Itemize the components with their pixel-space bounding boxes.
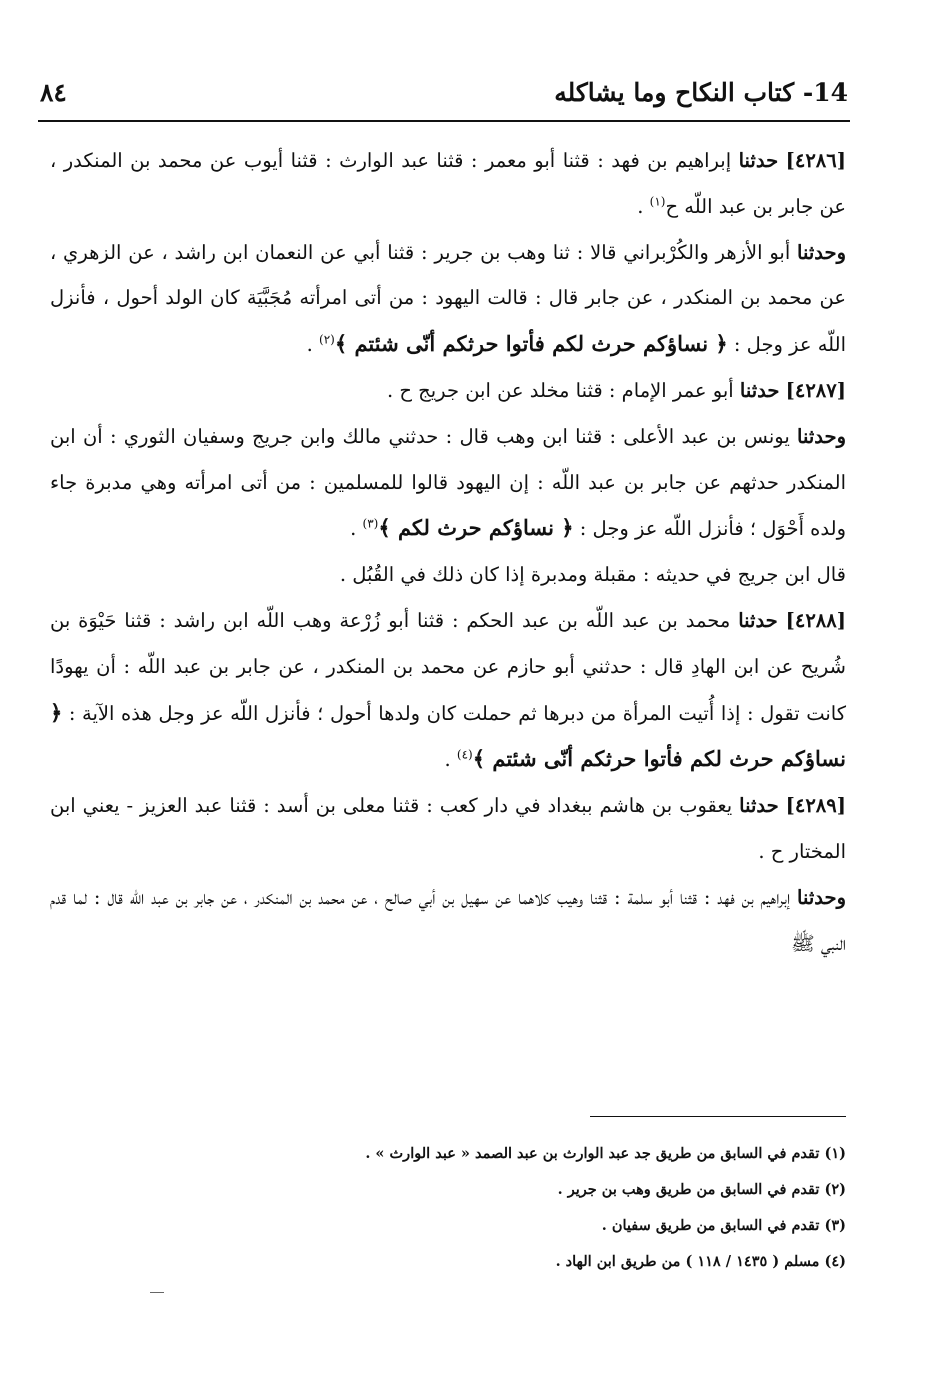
footnote-ref[interactable]: (١) [649, 194, 666, 209]
narration-text: يونس بن عبد الأعلى : قثنا ابن وهب قال : حدثني مالك وابن جريج وسفيان الثوري : أن ابن المنكدر حدثهم عن جابر بن عبد اللّه : إن اليهود قالوا للمسلمين : من أتى امرأته وهي مدبرة جاء ولده أَحْوَل ؛ فأنزل اللّه عز وجل : [50, 424, 846, 541]
sentence-end: . [306, 333, 319, 357]
footnote-separator [590, 1116, 846, 1117]
footnote-3: (٣) تقدم في السابق من طريق سفيان . [601, 1217, 846, 1234]
quran-quote: ﴿ نساؤكم حرث لكم ﴾ [378, 515, 574, 541]
narration-lead: وحدثنا [797, 424, 846, 448]
narration-lead: حدثنا [738, 149, 779, 172]
page-number: ٨٤ [40, 77, 67, 107]
quran-quote: ﴿ نساؤكم حرث لكم فأتوا حرثكم أنّى شئتم ﴾ [50, 699, 846, 772]
hadith-number: [٤٢٨٩] [785, 794, 846, 818]
commentary [50, 552, 846, 598]
narration-lead: وحدثنا [797, 240, 846, 264]
hadith-4288 [50, 598, 846, 783]
narration-text: إبراهيم بن فهد : قثنا أبو سلمة : قثنا وهيب كلاهما عن سهيل بن أبي صالح ، عن محمد بن المنكدر ، عن جابر بن عبد اللّه قال : لما قدم النبي ﷺ [50, 885, 846, 955]
hadith-4289 [50, 783, 846, 875]
sentence-end: . [637, 194, 650, 218]
narration-chain [50, 875, 846, 967]
footnotes [50, 1136, 846, 1280]
page-header [40, 70, 848, 114]
footnote-2: (٢) تقدم في السابق من طريق وهب بن جرير . [557, 1181, 846, 1198]
sentence-end: . [350, 517, 363, 541]
footnote-ref[interactable]: (٣) [362, 516, 379, 531]
header-rule [38, 120, 850, 122]
narration-lead: حدثنا [738, 608, 778, 632]
narration-text: أبو الأزهر والكُرْبراني قالا : ثنا وهب بن جرير : قثنا أبي عن النعمان ابن راشد ، عن الزهري ، عن محمد بن المنكدر ، عن جابر قال : قالت اليهود : من أتى امرأته مُجَبَّيَة كان الولد أحول ، فأنزل اللّه عز وجل : [50, 240, 846, 357]
main-text [50, 138, 846, 966]
sentence-end: . [444, 748, 457, 772]
chapter-title: 14- كتاب النكاح وما يشاكله [554, 77, 848, 107]
footnote-ref[interactable]: (٤) [456, 747, 473, 762]
hadith-number: [٤٢٨٨] [785, 608, 846, 632]
scan-mark [150, 1292, 164, 1293]
hadith-number: [٤٢٨٦] [785, 149, 846, 172]
narration-text: يعقوب بن هاشم ببغداد في دار كعب : قثنا معلى بن أسد : قثنا عبد العزيز - يعني ابن المختار ح . [50, 794, 846, 863]
footnote-1: (١) تقدم في السابق من طريق جد عبد الوارث بن عبد الصمد « عبد الوارث » . [365, 1145, 846, 1162]
narration-text: إبراهيم بن فهد : قثنا أبو معمر : قثنا عبد الوارث : قثنا أيوب عن محمد بن المنكدر ، عن جابر بن عبد اللّه ح [50, 149, 846, 218]
narration-text: أبو عمر الإمام : قثنا مخلد عن ابن جريج ح . [386, 378, 740, 402]
narration-lead: حدثنا [739, 794, 779, 818]
narration-text: محمد بن عبد اللّه بن عبد الحكم : قثنا أبو زُرْعة وهب اللّه ابن راشد : قثنا حَيْوَة بن شُريح عن ابن الهادِ قال : حدثني أبو حازم عن محمد بن المنكدر ، عن جابر بن عبد اللّه : أن يهودًا كانت تقول : إذا أُتيت المرأة من دبرها ثم حملت كان ولدها أحول ؛ فأنزل اللّه عز وجل هذه الآية : [50, 608, 847, 725]
hadith-4287 [50, 368, 846, 414]
hadith-number: [٤٢٨٧] [785, 378, 846, 402]
hadith-4286 [50, 138, 846, 230]
footnote-4: (٤) مسلم ( ١٤٣٥ / ١١٨ ) من طريق ابن الهاد . [555, 1253, 846, 1270]
narration-chain [50, 230, 846, 368]
narration-lead: وحدثنا [797, 885, 846, 909]
narration-chain [50, 414, 846, 552]
footnote-ref[interactable]: (٢) [319, 332, 335, 347]
narration-text: قال ابن جريج في حديثه : مقبلة ومدبرة إذا كان ذلك في القُبُل . [339, 563, 846, 587]
narration-lead: حدثنا [739, 378, 780, 402]
quran-quote: ﴿ نساؤكم حرث لكم فأتوا حرثكم أنّى شئتم ﴾ [334, 331, 728, 357]
